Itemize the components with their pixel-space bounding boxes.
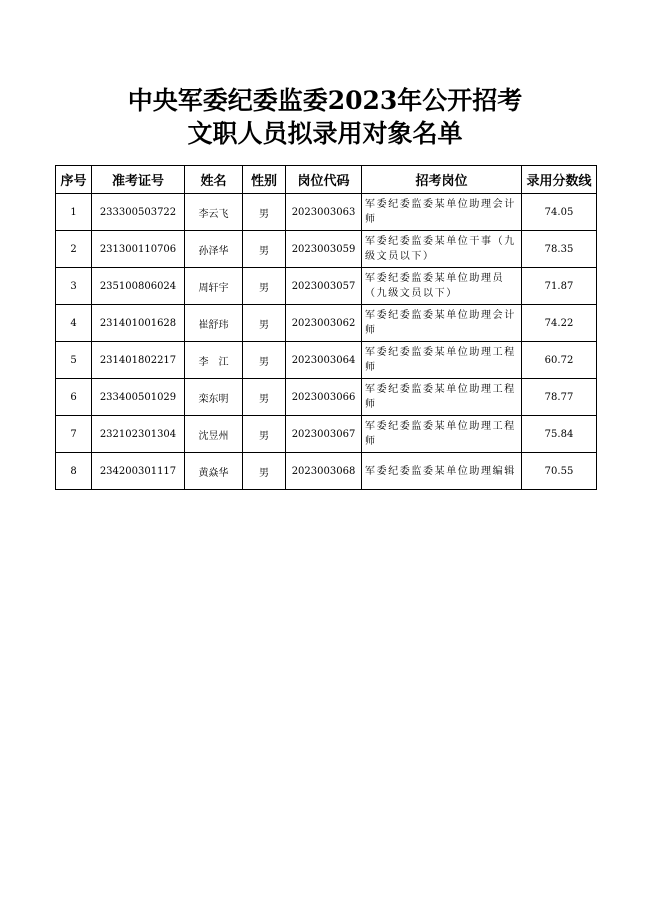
- cell-name: 周轩宇: [185, 268, 243, 305]
- cell-index: 6: [56, 379, 92, 416]
- cell-post: 军委纪委监委某单位助理会计师: [362, 194, 522, 231]
- cell-post: 军委纪委监委某单位助理会计师: [362, 305, 522, 342]
- cell-index: 8: [56, 453, 92, 490]
- cell-gender: 男: [243, 305, 286, 342]
- table-row: [56, 268, 597, 305]
- cell-post-code: 2023003068: [286, 453, 362, 490]
- table-row: [56, 379, 597, 416]
- header-score: 录用分数线: [522, 166, 597, 194]
- cell-exam-id: 233400501029: [92, 379, 185, 416]
- cell-gender: 男: [243, 194, 286, 231]
- cell-index: 7: [56, 416, 92, 453]
- cell-gender: 男: [243, 268, 286, 305]
- cell-post: 军委纪委监委某单位助理编辑: [362, 453, 522, 490]
- cell-post: 军委纪委监委某单位干事（九级文员以下）: [362, 231, 522, 268]
- header-name: 姓名: [185, 166, 243, 194]
- cell-index: 2: [56, 231, 92, 268]
- table-body: [56, 194, 597, 490]
- cell-name: 栾东明: [185, 379, 243, 416]
- cell-post-code: 2023003062: [286, 305, 362, 342]
- cell-post: 军委纪委监委某单位助理工程师: [362, 379, 522, 416]
- cell-gender: 男: [243, 453, 286, 490]
- cell-score: 78.35: [522, 231, 597, 268]
- header-exam-id: 准考证号: [92, 166, 185, 194]
- cell-post: 军委纪委监委某单位助理工程师: [362, 416, 522, 453]
- header-index: 序号: [56, 166, 92, 194]
- cell-exam-id: 231401802217: [92, 342, 185, 379]
- candidate-table: [55, 165, 597, 490]
- cell-gender: 男: [243, 416, 286, 453]
- cell-score: 74.05: [522, 194, 597, 231]
- cell-index: 4: [56, 305, 92, 342]
- cell-name: 孙泽华: [185, 231, 243, 268]
- cell-index: 1: [56, 194, 92, 231]
- cell-post-code: 2023003064: [286, 342, 362, 379]
- table-row: [56, 231, 597, 268]
- cell-index: 3: [56, 268, 92, 305]
- cell-score: 60.72: [522, 342, 597, 379]
- header-post-code: 岗位代码: [286, 166, 362, 194]
- document-title: [0, 84, 650, 150]
- cell-gender: 男: [243, 342, 286, 379]
- cell-post-code: 2023003063: [286, 194, 362, 231]
- table-row: [56, 342, 597, 379]
- table-header-row: [56, 166, 597, 194]
- table-row: [56, 416, 597, 453]
- cell-post: 军委纪委监委某单位助理员（九级文员以下）: [362, 268, 522, 305]
- cell-score: 71.87: [522, 268, 597, 305]
- cell-post-code: 2023003066: [286, 379, 362, 416]
- cell-index: 5: [56, 342, 92, 379]
- cell-exam-id: 232102301304: [92, 416, 185, 453]
- cell-name: 李云飞: [185, 194, 243, 231]
- cell-exam-id: 231300110706: [92, 231, 185, 268]
- cell-post: 军委纪委监委某单位助理工程师: [362, 342, 522, 379]
- cell-name: 黄焱华: [185, 453, 243, 490]
- header-post: 招考岗位: [362, 166, 522, 194]
- cell-name: 崔舒玮: [185, 305, 243, 342]
- cell-exam-id: 231401001628: [92, 305, 185, 342]
- cell-score: 74.22: [522, 305, 597, 342]
- cell-post-code: 2023003057: [286, 268, 362, 305]
- cell-gender: 男: [243, 379, 286, 416]
- cell-score: 78.77: [522, 379, 597, 416]
- title-line-1: 中央军委纪委监委2023年公开招考: [127, 86, 523, 115]
- title-line-2: 文职人员拟录用对象名单: [187, 119, 463, 148]
- cell-name: 沈昱州: [185, 416, 243, 453]
- cell-post-code: 2023003059: [286, 231, 362, 268]
- cell-exam-id: 233300503722: [92, 194, 185, 231]
- cell-post-code: 2023003067: [286, 416, 362, 453]
- cell-gender: 男: [243, 231, 286, 268]
- cell-exam-id: 235100806024: [92, 268, 185, 305]
- table-row: [56, 194, 597, 231]
- cell-exam-id: 234200301117: [92, 453, 185, 490]
- header-gender: 性别: [243, 166, 286, 194]
- cell-name: 李 江: [185, 342, 243, 379]
- cell-score: 75.84: [522, 416, 597, 453]
- cell-score: 70.55: [522, 453, 597, 490]
- table-row: [56, 453, 597, 490]
- table-row: [56, 305, 597, 342]
